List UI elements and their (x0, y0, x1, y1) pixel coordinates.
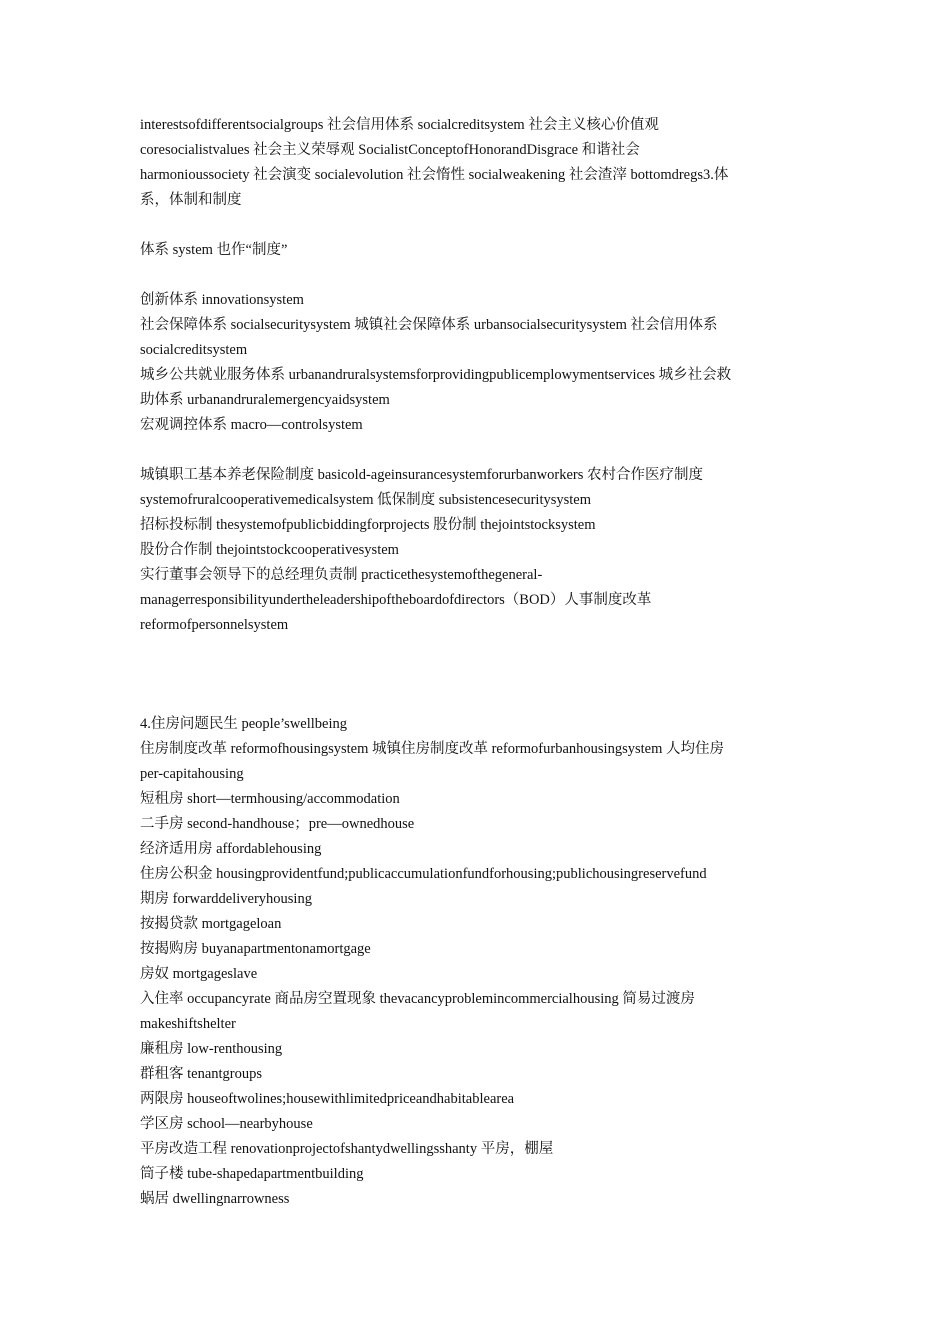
term-line: 入住率 occupancyrate 商品房空置现象 thevacancyproblemincommercialhousing 简易过渡房 (140, 991, 695, 1007)
term-line: 实行董事会领导下的总经理负责制 practicethesystemofthegeneral- (140, 567, 543, 583)
term-line: 助体系 urbanandruralemergencyaidsystem (140, 392, 390, 408)
term-line: 城乡公共就业服务体系 urbanandruralsystemsforprovidingpublicemplowymentservices 城乡社会救 (140, 367, 732, 383)
term-line: 群租客 tenantgroups (140, 1066, 263, 1082)
system-note: 体系 system 也作“制度” (140, 242, 288, 258)
document-body (140, 113, 815, 1212)
term-line: 住房制度改革 reformofhousingsystem 城镇住房制度改革 reformofurbanhousingsystem 人均住房 (140, 741, 724, 757)
term-line: 股份合作制 thejointstockcooperativesystem (140, 542, 399, 558)
term-line: 廉租房 low-renthousing (140, 1041, 283, 1057)
term-line: 经济适用房 affordablehousing (140, 841, 322, 857)
text-line: harmonioussociety 社会演变 socialevolution 社会惰性 socialweakening 社会渣滓 bottomdregs3.体 (140, 167, 729, 183)
text-line: 系，体制和制度 (140, 192, 242, 208)
section-spacer (140, 638, 815, 712)
term-line: 短租房 short—termhousing/accommodation (140, 791, 400, 807)
text-line: interestsofdifferentsocialgroups 社会信用体系 socialcreditsystem 社会主义核心价值观 (140, 117, 659, 133)
paragraph-spacer (140, 213, 815, 238)
term-line: 创新体系 innovationsystem (140, 292, 304, 308)
term-line: 房奴 mortgageslave (140, 966, 258, 982)
term-line: 蜗居 dwellingnarrowness (140, 1191, 290, 1207)
term-line: 城镇职工基本养老保险制度 basicold-ageinsurancesystemforurbanworkers 农村合作医疗制度 (140, 467, 703, 483)
term-line: 筒子楼 tube-shapedapartmentbuilding (140, 1166, 364, 1182)
term-line: per-capitahousing (140, 766, 244, 782)
term-line: 学区房 school—nearbyhouse (140, 1116, 313, 1132)
paragraph-spacer (140, 438, 815, 463)
text-line: coresocialistvalues 社会主义荣辱观 SocialistConceptofHonorandDisgrace 和谐社会 (140, 142, 640, 158)
term-line: managerresponsibilityundertheleadershipoftheboardofdirectors（BOD）人事制度改革 (140, 592, 652, 608)
term-line: 按揭购房 buyanapartmentonamortgage (140, 941, 371, 957)
term-line: 住房公积金 housingprovidentfund;publicaccumulationfundforhousing;publichousingreservefund (140, 866, 707, 882)
term-line: 宏观调控体系 macro—controlsystem (140, 417, 363, 433)
term-line: 二手房 second-handhouse；pre—ownedhouse (140, 816, 415, 832)
term-line: reformofpersonnelsystem (140, 617, 289, 633)
term-line: 招标投标制 thesystemofpublicbiddingforprojects 股份制 thejointstocksystem (140, 517, 596, 533)
paragraph-spacer (140, 263, 815, 288)
term-line: 两限房 houseoftwolines;housewithlimitedpriceandhabitablearea (140, 1091, 515, 1107)
term-line: socialcreditsystem (140, 342, 248, 358)
term-line: systemofruralcooperativemedicalsystem 低保制度 subsistencesecuritysystem (140, 492, 592, 508)
term-line: 期房 forwarddeliveryhousing (140, 891, 312, 907)
section-heading: 4.住房问题民生 people’swellbeing (140, 716, 347, 732)
term-line: 平房改造工程 renovationprojectofshantydwellingsshanty 平房，棚屋 (140, 1141, 554, 1157)
term-line: makeshiftshelter (140, 1016, 236, 1032)
term-line: 社会保障体系 socialsecuritysystem 城镇社会保障体系 urbansocialsecuritysystem 社会信用体系 (140, 317, 718, 333)
term-line: 按揭贷款 mortgageloan (140, 916, 282, 932)
